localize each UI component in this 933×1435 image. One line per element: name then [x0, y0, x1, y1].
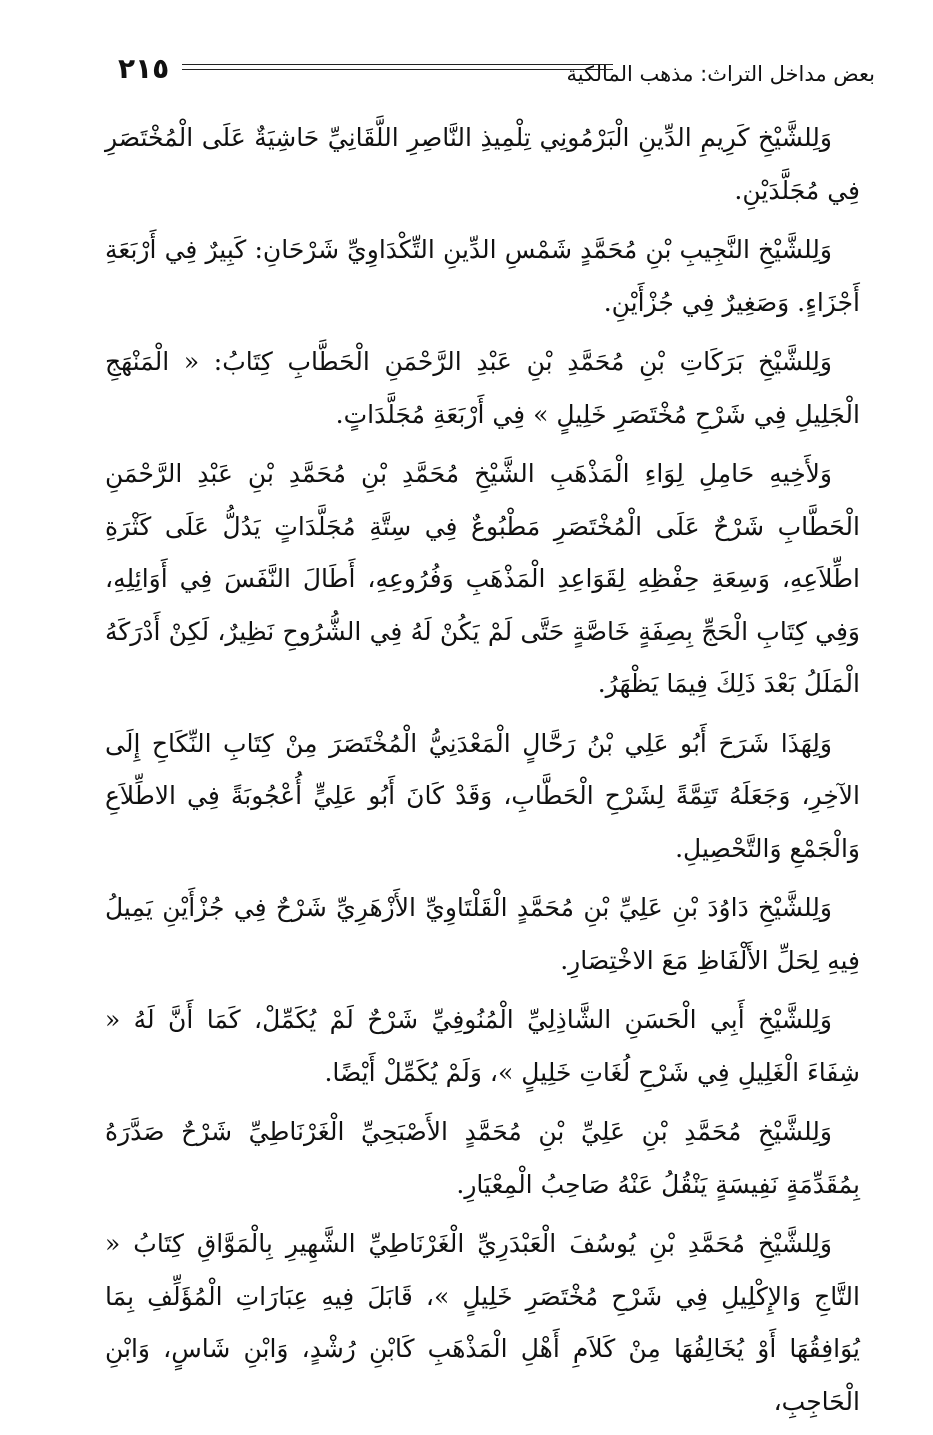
paragraph: وَلِهَذَا شَرَحَ أَبُو عَلِي بْنُ رَحَّالٍ الْمَعْدَنِيُّ الْمُخْتَصَرَ مِنْ كِتَابِ النِّكَاحِ إِلَى الآخِرِ، وَجَعَلَهُ تَتِمَّةً لِشَرْحِ الْحَطَّابِ، وَقَدْ كَانَ أَبُو عَلِيٍّ أُعْجُوبَةً فِي الاطِّلاَعِ وَالْجَمْعِ وَالتَّحْصِيلِ. — [105, 728, 860, 863]
running-title: بعض مداخل التراث: مذهب المالكية — [566, 62, 875, 86]
paragraph: وَلِلشَّيْخِ النَّجِيبِ بْنِ مُحَمَّدٍ شَمْسِ الدِّينِ التِّكْدَاوِيِّ شَرْحَانِ: كَبِيرٌ فِي أَرْبَعَةِ أَجْزَاءٍ. وَصَغِيرٌ فِي جُزْأَيْنِ. — [105, 235, 860, 317]
paragraph: وَلِلشَّيْخِ دَاوُدَ بْنِ عَلِيِّ بْنِ مُحَمَّدٍ الْقَلْتَاوِيِّ الأَزْهَرِيِّ شَرْحٌ فِي جُزْأَيْنِ يَمِيلُ فِيهِ لِحَلِّ الأَلْفَاظِ مَعَ الاخْتِصَارِ. — [105, 893, 860, 975]
header-rule — [182, 64, 613, 70]
paragraph: وَلِلشَّيْخِ أَبِي الْحَسَنِ الشَّاذِلِيِّ الْمُنُوفِيِّ شَرْحٌ لَمْ يُكَمِّلْ، كَمَا أَنَّ لَهُ « شِفَاءَ الْغَلِيلِ فِي شَرْحِ لُغَاتِ خَلِيلٍ »، وَلَمْ يُكَمِّلْ أَيْضًا. — [105, 1005, 860, 1087]
paragraph: وَلأَخِيهِ حَامِلِ لِوَاءِ الْمَذْهَبِ الشَّيْخِ مُحَمَّدِ بْنِ مُحَمَّدِ بْنِ عَبْدِ الرَّحْمَنِ الْحَطَّابِ شَرْحٌ عَلَى الْمُخْتَصَرِ مَطْبُوعٌ فِي سِتَّةِ مُجَلَّدَاتٍ يَدُلُّ عَلَى كَثْرَةِ اطِّلاَعِهِ، وَسِعَةِ حِفْظِهِ لِقَوَاعِدِ الْمَذْهَبِ وَفُرُوعِهِ، أَطَالَ النَّفَسَ فِي أَوَائِلِهِ، وَفِي كِتَابِ الْحَجِّ بِصِفَةٍ خَاصَّةٍ حَتَّى لَمْ يَكُنْ لَهُ فِي الشُّرُوحِ نَظِيرٌ، لَكِنْ أَدْرَكَهُ الْمَلَلُ بَعْدَ ذَلِكَ فِيمَا يَظْهَرُ. — [105, 459, 860, 698]
paragraph: وَلِلشَّيْخِ بَرَكَاتِ بْنِ مُحَمَّدِ بْنِ عَبْدِ الرَّحْمَنِ الْحَطَّابِ كِتَابُ: « الْمَنْهَجِ الْجَلِيلِ فِي شَرْحِ مُخْتَصَرِ خَلِيلٍ » فِي أَرْبَعَةِ مُجَلَّدَاتٍ. — [105, 347, 860, 429]
page-header — [118, 52, 875, 96]
paragraph: وَلِلشَّيْخِ مُحَمَّدِ بْنِ يُوسُفَ الْعَبْدَرِيِّ الْغَرْنَاطِيِّ الشَّهِيرِ بِالْمَوَّاقِ كِتَابُ « التَّاجِ وَالإِكْلِيلِ فِي شَرْحِ مُخْتَصَرِ خَلِيلٍ »، قَابَلَ فِيهِ عِبَارَاتِ الْمُؤَلِّفِ بِمَا يُوَافِقُهَا أَوْ يُخَالِفُهَا مِنْ كَلاَمِ أَهْلِ الْمَذْهَبِ كَابْنِ رُشْدٍ، وَابْنِ شَاسٍ، وَابْنِ الْحَاجِبِ، — [105, 1229, 860, 1416]
page-number: ٢١٥ — [118, 52, 170, 85]
paragraph: وَلِلشَّيْخِ مُحَمَّدِ بْنِ عَلِيِّ بْنِ مُحَمَّدٍ الأَصْبَحِيِّ الْغَرْنَاطِيِّ شَرْحٌ صَدَّرَهُ بِمُقَدِّمَةٍ نَفِيسَةٍ يَنْقُلُ عَنْهُ صَاحِبُ الْمِعْيَارِ. — [105, 1117, 860, 1199]
body-text — [105, 112, 860, 1435]
paragraph: وَلِلشَّيْخِ كَرِيمِ الدِّينِ الْبَرْمُونِي تِلْمِيذِ النَّاصِرِ اللَّقَانِيِّ حَاشِيَةٌ عَلَى الْمُخْتَصَرِ فِي مُجَلَّدَيْنِ. — [105, 123, 860, 205]
